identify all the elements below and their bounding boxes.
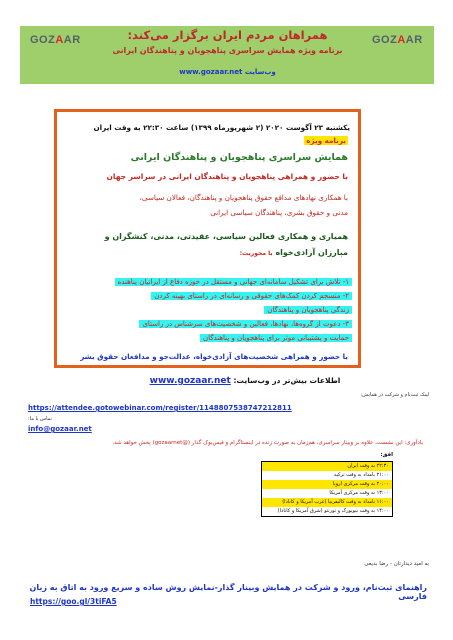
guide-short-link[interactable]: https://goo.gl/3tiFA5 [30, 597, 117, 606]
signoff: به امید دیدارتان - رضا بدیعی [364, 561, 429, 567]
contact-label: تماس با ما: [28, 416, 52, 422]
more-info-link[interactable]: www.gozaar.net [149, 376, 231, 386]
header-subtitle: برنامه ویژه همایش سراسری پناهجویان و پناهندگان ایرانی [112, 46, 343, 55]
registration-label: لینک ثبت‌نام و شرکت در همایش: [360, 392, 429, 398]
civil-line-2: مبارزان آزادی‌خواه با محوریت: [239, 248, 348, 257]
time-row: ۱۱:۰۰ بامداد به وقت کالیفرنیا (غرب آمریکا و کانادا) [262, 498, 392, 507]
axis-3-continued: حمایت و پشتیبانی موثر برای پناهجویان و پناهندگان [200, 334, 352, 342]
header-website-link[interactable]: www.gozaar.net وب‌سایت [179, 68, 276, 76]
axis-2: ۲- منسجم کردن کمک‌های حقوقی و رسانه‌ای در راستای بهینه کردن [151, 292, 352, 300]
more-info-text: اطلاعات بیش‌تر در وب‌سایت: [233, 376, 341, 385]
special-program-badge: برنامه ویژه [306, 136, 346, 145]
time-row: ۱۴:۰۰ به وقت نیویورک و تورنتو (شرق آمریکا و کانادا) [277, 508, 389, 514]
event-date: یکشنبه ۲۳ آگوست ۲۰۲۰ (۲ شهریورماه ۱۳۹۹) ساعت ۲۲:۳۰ به وقت ایران [93, 123, 350, 132]
times-heading: افق: [380, 452, 393, 458]
time-row: ۲۱:۰۰ بامداد به وقت ترکیه [333, 472, 389, 478]
livestream-note: یادآوری: این نشست، علاوه بر وبینار سراسری، هم‌زمان به صورت زنده در اینستاگرام و فیس‌بوک گذار (@gozaarnet) پخش خواهد شد. [112, 440, 423, 446]
time-row: ۱۳:۰۰ به وقت مرکزی آمریکا [329, 490, 389, 496]
program-footer: با حضور و همراهی شخصیت‌های آزادی‌خواه، عدالت‌جو و مدافعان حقوق بشر [80, 352, 348, 361]
gozaar-logo-left: GOZAAR [30, 34, 81, 46]
more-info [125, 376, 365, 386]
header-title: همراهان مردم ایران برگزار می‌کند: [127, 28, 328, 42]
time-row: ۲۲:۳۰ به وقت ایران [262, 462, 392, 471]
gozaar-logo-right: GOZAAR [372, 34, 423, 46]
conference-title: همایش سراسری پناهجویان و پناهندگان ایرانی [130, 152, 348, 163]
time-row: ۲۰:۰۰ به وقت مرکزی اروپا [262, 480, 392, 489]
collaboration-line-1: با همکاری نهادهای مدافع حقوق پناهجویان و پناهندگان، فعالان سیاسی، [139, 193, 348, 202]
guide-link-text[interactable]: راهنمای ثبت‌نام، ورود و شرکت در همایش وبینار گذار-نمایش روش ساده و سریع ورود به اتاق به زبان فارسی [29, 583, 427, 601]
axes-label: با محوریت: [239, 250, 273, 257]
contact-email-link[interactable]: info@gozaar.net [28, 425, 92, 433]
registration-link[interactable]: https://attendee.gotowebinar.com/register/1148807538747212811 [28, 404, 292, 412]
axis-1: ۱- تلاش برای تشکیل سامانه‌ای جهانی و مستقل در حوزه دفاع از ایرانیان پناهنده [115, 278, 352, 286]
civil-line-1: همیاری و همکاری فعالین سیاسی، عقیدتی، مدنی، کنشگران و [104, 232, 348, 241]
conference-subtitle: با حضور و همراهی پناهجویان و پناهندگان ایرانی در سراسر جهان [106, 172, 348, 181]
collaboration-line-2: مدنی و حقوق بشری، پناهندگان سیاسی ایرانی [210, 208, 348, 217]
times-table [261, 461, 393, 517]
axis-3: ۳- دعوت از گروه‌ها، نهادها، فعالین و شخصیت‌های سرشناس در راستای [139, 320, 352, 328]
axis-2-continued: زندگی پناهجویان و پناهندگان [264, 306, 352, 314]
program-box [54, 109, 361, 368]
